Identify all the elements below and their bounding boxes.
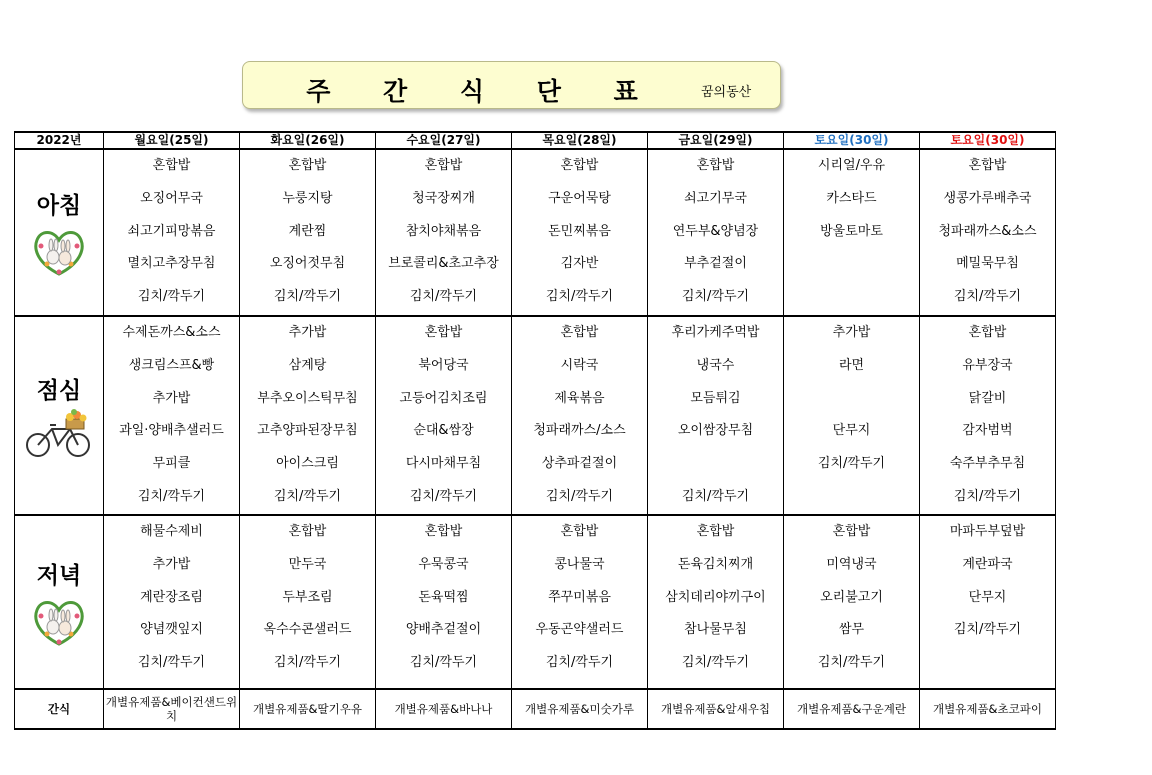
snack-row <box>15 689 1056 729</box>
meal-label: 아침 <box>36 193 82 219</box>
menu-item: 오징어무국 <box>140 190 203 206</box>
menu-item: 김치/깍두기 <box>409 289 478 305</box>
menu-item: 추가밥 <box>152 390 191 406</box>
menu-item <box>648 448 783 481</box>
menu-item: 김치/깍두기 <box>273 488 342 504</box>
day-header-mon: 월요일(25일) <box>104 132 240 149</box>
lunch-sat <box>784 316 920 515</box>
menu-item: 돈육떡찜 <box>418 589 469 605</box>
dinner-row <box>15 515 1056 689</box>
menu-item: 쌈무 <box>838 622 865 638</box>
menu-item: 아이스크림 <box>276 456 339 472</box>
dinner-thu <box>512 515 648 689</box>
header-row <box>15 132 1056 149</box>
menu-item: 혼합밥 <box>560 158 599 173</box>
menu-item: 방울토마토 <box>820 223 883 239</box>
menu-item: 생크림스프&빵 <box>128 357 215 373</box>
menu-item: 혼합밥 <box>152 158 191 173</box>
menu-item: 참나물무침 <box>684 622 747 638</box>
menu-item: 모듬튀김 <box>690 390 741 406</box>
menu-item: 혼합밥 <box>968 158 1007 173</box>
menu-item: 김치/깍두기 <box>137 655 206 671</box>
menu-item: 메밀묵무침 <box>956 256 1019 272</box>
menu-item: 상추파겉절이 <box>541 456 618 472</box>
menu-item: 해물수제비 <box>140 524 203 539</box>
menu-item: 만두국 <box>288 556 327 572</box>
day-header-wed: 수요일(27일) <box>376 132 512 149</box>
menu-item: 혼합밥 <box>288 524 327 539</box>
menu-item: 생콩가루배추국 <box>943 190 1032 206</box>
lunch-sat-2 <box>920 316 1056 515</box>
menu-item: 참치야채볶음 <box>405 223 482 239</box>
lunch-label-cell <box>15 316 104 515</box>
menu-item <box>784 383 919 416</box>
menu-item: 단무지 <box>968 589 1007 605</box>
menu-item: 김치/깍두기 <box>817 655 886 671</box>
breakfast-sat <box>784 149 920 316</box>
menu-item: 혼합밥 <box>424 524 463 539</box>
menu-item: 양념깻잎지 <box>140 622 203 638</box>
menu-item: 추가밥 <box>152 556 191 572</box>
menu-item: 혼합밥 <box>288 158 327 173</box>
menu-item: 김치/깍두기 <box>817 456 886 472</box>
menu-item: 마파두부덮밥 <box>949 524 1026 539</box>
dinner-sat-2 <box>920 515 1056 689</box>
menu-item: 김치/깍두기 <box>273 655 342 671</box>
menu-item: 부추오이스틱무침 <box>257 390 358 406</box>
menu-item: 청파래까스&소스 <box>938 223 1037 239</box>
menu-item: 라면 <box>838 357 865 373</box>
menu-item: 고추양파된장무침 <box>257 423 358 439</box>
meal-label: 점심 <box>36 378 82 404</box>
menu-item: 쭈꾸미볶음 <box>548 589 611 605</box>
page-title: 주 간 식 단 표 <box>306 77 660 106</box>
menu-item: 두부조림 <box>282 589 333 605</box>
menu-item: 순대&쌈장 <box>413 423 474 439</box>
organization-name: 꿈의동산 <box>701 85 752 100</box>
lunch-mon <box>104 316 240 515</box>
menu-item: 추가밥 <box>288 325 327 340</box>
dinner-fri <box>648 515 784 689</box>
menu-item: 김치/깍두기 <box>409 655 478 671</box>
menu-item: 쇠고기피망볶음 <box>127 223 216 239</box>
breakfast-wed <box>376 149 512 316</box>
menu-item: 돈민찌볶음 <box>548 223 611 239</box>
menu-item: 혼합밥 <box>560 325 599 340</box>
breakfast-sat-2 <box>920 149 1056 316</box>
bicycle-flower-icon <box>24 409 94 459</box>
menu-item: 과일·양배추샐러드 <box>119 423 224 439</box>
dinner-tue <box>240 515 376 689</box>
menu-item: 혼합밥 <box>968 325 1007 340</box>
dinner-mon <box>104 515 240 689</box>
menu-item: 멸치고추장무침 <box>127 256 216 272</box>
menu-item: 김치/깍두기 <box>137 289 206 305</box>
menu-item <box>784 481 919 514</box>
menu-item: 무피클 <box>152 456 191 472</box>
lunch-wed <box>376 316 512 515</box>
menu-item <box>784 248 919 281</box>
menu-item: 김치/깍두기 <box>545 655 614 671</box>
day-header-sat-2: 토요일(30일) <box>920 132 1056 149</box>
breakfast-tue <box>240 149 376 316</box>
menu-item: 단무지 <box>832 423 871 439</box>
breakfast-mon <box>104 149 240 316</box>
breakfast-label-cell <box>15 149 104 316</box>
menu-item: 오리불고기 <box>820 589 883 605</box>
menu-item: 김치/깍두기 <box>409 488 478 504</box>
menu-item: 김치/깍두기 <box>953 622 1022 638</box>
menu-item: 삼계탕 <box>288 357 327 373</box>
dinner-label-cell <box>15 515 104 689</box>
menu-item: 수제돈까스&소스 <box>122 325 221 340</box>
menu-item: 후리가케주먹밥 <box>671 325 760 340</box>
menu-item: 김치/깍두기 <box>137 488 206 504</box>
menu-item: 누룽지탕 <box>282 190 333 206</box>
snack-tue: 개별유제품&딸기우유 <box>240 689 376 729</box>
menu-item: 삼치데리야끼구이 <box>665 589 766 605</box>
snack-wed: 개별유제품&바나나 <box>376 689 512 729</box>
menu-item: 부추겉절이 <box>684 256 747 272</box>
lunch-tue <box>240 316 376 515</box>
menu-item: 김치/깍두기 <box>953 289 1022 305</box>
menu-item: 김치/깍두기 <box>953 488 1022 504</box>
menu-item: 시리얼/우유 <box>817 158 886 173</box>
menu-item: 연두부&양념장 <box>672 223 759 239</box>
menu-item: 브로콜리&초고추장 <box>388 256 499 272</box>
day-header-thu: 목요일(28일) <box>512 132 648 149</box>
menu-item: 구운어묵탕 <box>548 190 611 206</box>
menu-item: 김치/깍두기 <box>681 655 750 671</box>
menu-item: 김치/깍두기 <box>681 488 750 504</box>
breakfast-row <box>15 149 1056 316</box>
menu-item: 북어당국 <box>418 357 469 373</box>
menu-item <box>920 647 1055 680</box>
menu-item: 김자반 <box>560 256 599 272</box>
menu-item <box>784 281 919 314</box>
menu-item: 혼합밥 <box>424 158 463 173</box>
menu-item: 청파래까스/소스 <box>533 423 626 439</box>
menu-item: 제육볶음 <box>554 390 605 406</box>
dinner-sat <box>784 515 920 689</box>
lunch-row <box>15 316 1056 515</box>
menu-item: 콩나물국 <box>554 556 605 572</box>
menu-item: 닭갈비 <box>968 390 1007 406</box>
menu-item: 혼합밥 <box>696 158 735 173</box>
menu-item: 김치/깍두기 <box>273 289 342 305</box>
menu-item: 다시마채무침 <box>405 456 482 472</box>
menu-item: 혼합밥 <box>424 325 463 340</box>
menu-item: 우동곤약샐러드 <box>535 622 624 638</box>
year-header: 2022년 <box>15 132 104 149</box>
lunch-fri <box>648 316 784 515</box>
menu-item: 김치/깍두기 <box>545 289 614 305</box>
menu-item: 고등어김치조림 <box>399 390 488 406</box>
meal-label: 저녁 <box>36 562 82 589</box>
menu-item: 혼합밥 <box>560 524 599 539</box>
bunny-wreath-icon <box>31 224 87 278</box>
menu-item: 양배추겉절이 <box>405 622 482 638</box>
menu-item: 숙주부추무침 <box>949 456 1026 472</box>
snack-label: 간식 <box>15 689 104 729</box>
menu-item: 오징어젓무침 <box>269 256 346 272</box>
snack-sat: 개별유제품&구운계란 <box>784 689 920 729</box>
day-header-sat: 토요일(30일) <box>784 132 920 149</box>
dinner-wed <box>376 515 512 689</box>
menu-item: 유부장국 <box>962 357 1013 373</box>
snack-sat-2: 개별유제품&초코파이 <box>920 689 1056 729</box>
menu-item: 돈육김치찌개 <box>677 556 754 572</box>
menu-item: 혼합밥 <box>832 524 871 539</box>
menu-item: 시락국 <box>560 357 599 373</box>
snack-fri: 개별유제품&알새우칩 <box>648 689 784 729</box>
menu-item: 김치/깍두기 <box>545 488 614 504</box>
menu-item: 옥수수콘샐러드 <box>263 622 352 638</box>
menu-item: 감자범벅 <box>962 423 1013 439</box>
menu-item: 오이쌈장무침 <box>677 423 754 439</box>
menu-item: 냉국수 <box>696 357 735 373</box>
menu-item: 혼합밥 <box>696 524 735 539</box>
lunch-thu <box>512 316 648 515</box>
breakfast-thu <box>512 149 648 316</box>
menu-item: 청국장찌개 <box>412 190 475 206</box>
menu-item: 계란찜 <box>288 223 327 239</box>
day-header-tue: 화요일(26일) <box>240 132 376 149</box>
menu-item: 추가밥 <box>832 325 871 340</box>
menu-item: 미역냉국 <box>826 556 877 572</box>
breakfast-fri <box>648 149 784 316</box>
bunny-wreath-icon <box>31 594 87 648</box>
snack-thu: 개별유제품&미숫가루 <box>512 689 648 729</box>
menu-item: 쇠고기무국 <box>684 190 747 206</box>
weekly-menu-table <box>14 131 1056 730</box>
day-header-fri: 금요일(29일) <box>648 132 784 149</box>
snack-mon: 개별유제품&베이컨샌드위치 <box>104 689 240 729</box>
menu-item: 우묵콩국 <box>418 556 469 572</box>
menu-item: 계란파국 <box>962 556 1013 572</box>
menu-item: 카스타드 <box>826 190 877 206</box>
menu-item: 계란장조림 <box>140 589 203 605</box>
title-banner <box>242 61 781 109</box>
menu-item: 김치/깍두기 <box>681 289 750 305</box>
